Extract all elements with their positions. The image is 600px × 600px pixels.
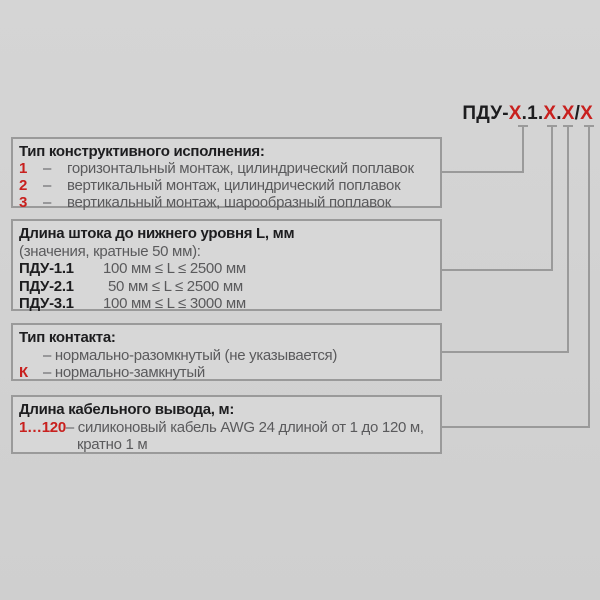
list-item [19, 364, 432, 382]
range-value: 50 мм ≤ L ≤ 2500 мм [108, 277, 243, 295]
model-label: ПДУ-2.1 [19, 277, 74, 295]
connector-2-cap [547, 125, 557, 127]
range-value: 100 мм ≤ L ≤ 3000 мм [103, 295, 246, 312]
dash: – [43, 194, 52, 211]
connector-1-horizontal [440, 171, 524, 173]
construction-type-box [11, 137, 442, 211]
connector-4-vertical [588, 127, 590, 428]
connector-1-vertical [522, 127, 524, 173]
list-item [19, 347, 432, 365]
option-code [19, 347, 43, 365]
rod-length-box [11, 219, 442, 311]
connector-3-cap [563, 125, 573, 127]
code-segment: . [556, 103, 562, 124]
code-segment: / [574, 103, 581, 124]
connector-4-cap [584, 125, 594, 127]
box-title: Длина штока до нижнего уровня L, мм [19, 225, 295, 242]
list-item [19, 260, 432, 278]
list-item [19, 160, 432, 177]
code-segment: ПДУ- [462, 103, 509, 124]
list-item [19, 436, 432, 454]
dash: – [43, 177, 52, 194]
connector-2-vertical [551, 127, 553, 271]
range-code: 1…120 [19, 418, 66, 436]
code-segment: X [561, 103, 575, 124]
code-segment: X [580, 103, 593, 124]
option-text: – нормально-разомкнутый (не указывается) [43, 346, 338, 364]
connector-3-vertical [567, 127, 569, 353]
list-item [19, 278, 432, 296]
option-text: – силиконовый кабель AWG 24 длиной от 1 до 120 м, [65, 418, 424, 436]
code-segment: X [543, 103, 557, 124]
list-item [19, 419, 432, 437]
connector-1-cap [518, 125, 528, 127]
box-title: Длина кабельного вывода, м: [19, 401, 235, 418]
option-code: 1 [19, 160, 28, 177]
cable-length-box [11, 395, 442, 454]
range-value: 100 мм ≤ L ≤ 2500 мм [103, 260, 246, 277]
list-item [19, 194, 432, 211]
connector-3-horizontal [440, 351, 569, 353]
product-code [462, 103, 593, 125]
option-text-continuation: кратно 1 м [77, 436, 148, 453]
dash: – [43, 160, 52, 177]
connector-2-horizontal [440, 269, 553, 271]
option-code: 3 [19, 194, 28, 211]
box-title: Тип конструктивного исполнения: [19, 143, 265, 160]
option-text: вертикальный монтаж, шарообразный поплавок [67, 194, 391, 211]
code-segment: .1. [521, 103, 544, 124]
code-segment: X [508, 103, 522, 124]
option-text: горизонтальный монтаж, цилиндрический поплавок [67, 160, 414, 177]
option-text: вертикальный монтаж, цилиндрический поплавок [67, 177, 401, 194]
list-item [19, 177, 432, 194]
list-item [19, 295, 432, 313]
option-code: К [19, 364, 28, 381]
model-label: ПДУ-3.1 [19, 295, 74, 312]
box-subtitle: (значения, кратные 50 мм): [19, 242, 201, 260]
option-code: 2 [19, 177, 28, 194]
model-label: ПДУ-1.1 [19, 260, 74, 277]
connector-4-horizontal [440, 426, 590, 428]
contact-type-box [11, 323, 442, 381]
option-text: – нормально-замкнутый [43, 364, 205, 381]
box-title: Тип контакта: [19, 329, 116, 346]
